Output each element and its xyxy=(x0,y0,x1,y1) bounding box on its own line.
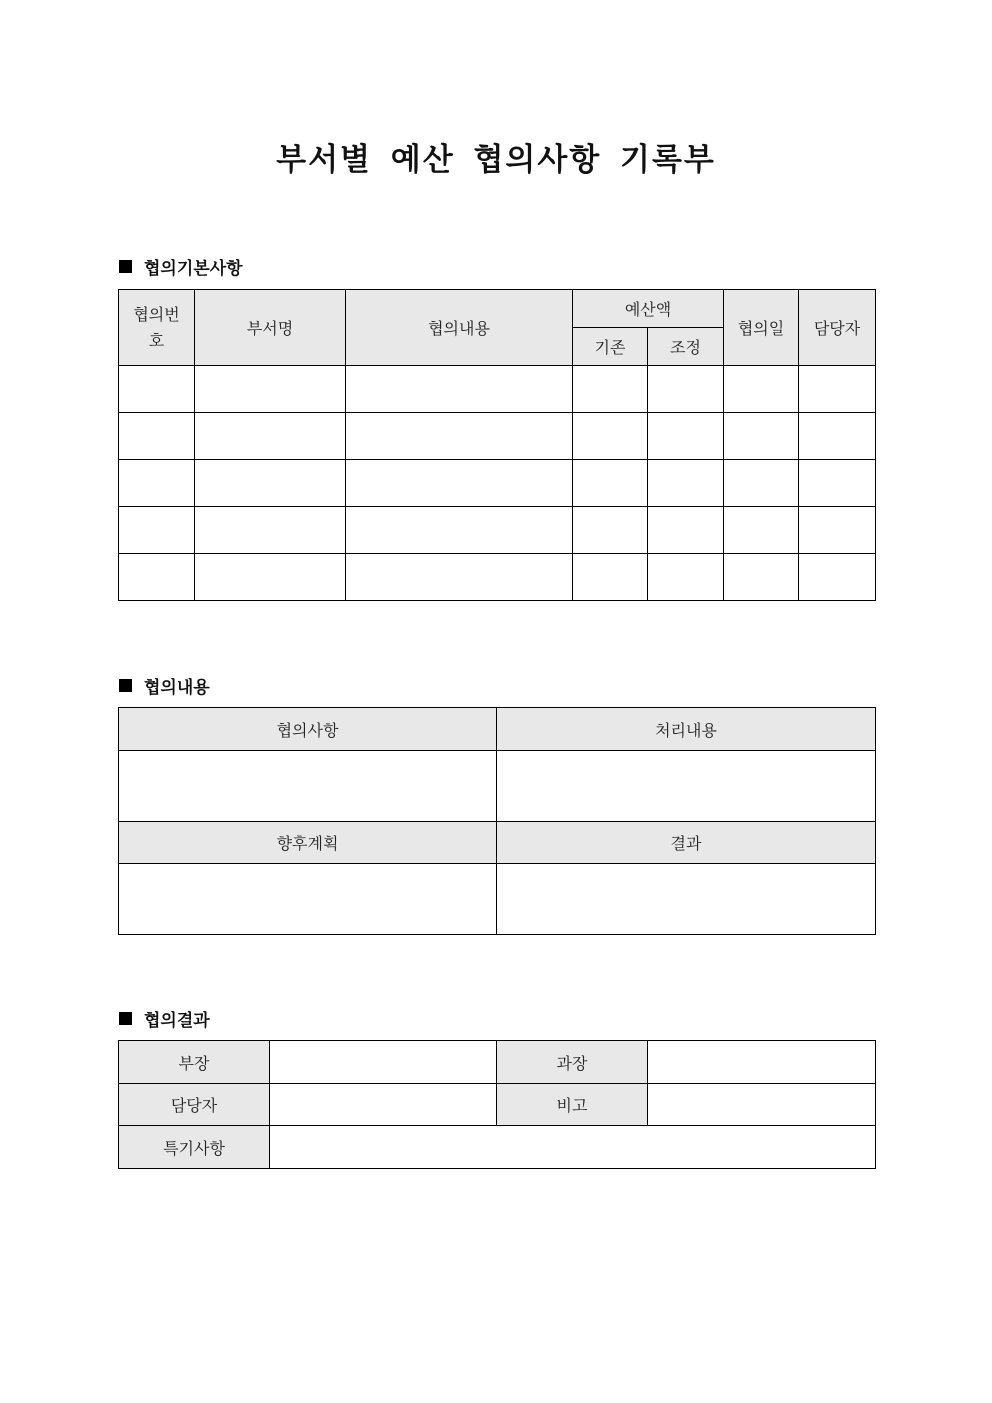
value-matters[interactable] xyxy=(119,751,497,822)
section-heading-label: 협의기본사항 xyxy=(144,259,243,279)
cell-budget-adjusted[interactable] xyxy=(648,554,724,601)
label-manager: 담당자 xyxy=(119,1084,270,1126)
cell-content[interactable] xyxy=(346,507,573,554)
cell-department[interactable] xyxy=(195,413,346,460)
header-budget-existing: 기존 xyxy=(573,328,648,366)
cell-number[interactable] xyxy=(119,366,195,413)
cell-manager[interactable] xyxy=(799,366,876,413)
cell-department[interactable] xyxy=(195,366,346,413)
header-manager: 담당자 xyxy=(799,290,876,366)
cell-content[interactable] xyxy=(346,366,573,413)
cell-date[interactable] xyxy=(724,460,799,507)
label-matters: 협의사항 xyxy=(119,708,497,751)
section-heading-label: 협의결과 xyxy=(144,1011,210,1031)
cell-budget-adjusted[interactable] xyxy=(648,366,724,413)
header-number: 협의번호 xyxy=(119,290,195,366)
label-result: 결과 xyxy=(497,822,876,864)
label-department-head: 부장 xyxy=(119,1041,270,1084)
label-special-notes: 특기사항 xyxy=(119,1126,270,1169)
cell-department[interactable] xyxy=(195,554,346,601)
cell-content[interactable] xyxy=(346,413,573,460)
cell-number[interactable] xyxy=(119,413,195,460)
cell-manager[interactable] xyxy=(799,554,876,601)
value-processing[interactable] xyxy=(497,751,876,822)
cell-budget-adjusted[interactable] xyxy=(648,507,724,554)
cell-budget-adjusted[interactable] xyxy=(648,460,724,507)
table-row xyxy=(119,413,876,460)
cell-budget-existing[interactable] xyxy=(573,460,648,507)
label-processing: 처리내용 xyxy=(497,708,876,751)
value-section-chief[interactable] xyxy=(648,1041,876,1084)
value-manager[interactable] xyxy=(270,1084,497,1126)
cell-number[interactable] xyxy=(119,460,195,507)
cell-number[interactable] xyxy=(119,507,195,554)
cell-budget-existing[interactable] xyxy=(573,554,648,601)
header-department: 부서명 xyxy=(195,290,346,366)
cell-budget-adjusted[interactable] xyxy=(648,413,724,460)
header-date: 협의일 xyxy=(724,290,799,366)
value-special-notes[interactable] xyxy=(270,1126,876,1169)
square-bullet-icon xyxy=(119,260,132,273)
cell-manager[interactable] xyxy=(799,413,876,460)
cell-content[interactable] xyxy=(346,554,573,601)
cell-budget-existing[interactable] xyxy=(573,507,648,554)
cell-date[interactable] xyxy=(724,507,799,554)
value-remarks[interactable] xyxy=(648,1084,876,1126)
basic-info-table xyxy=(118,289,876,601)
value-result[interactable] xyxy=(497,864,876,935)
square-bullet-icon xyxy=(119,1012,132,1025)
header-budget-adjusted: 조정 xyxy=(648,328,724,366)
section-heading-label: 협의내용 xyxy=(144,678,210,698)
label-future-plan: 향후계획 xyxy=(119,822,497,864)
cell-date[interactable] xyxy=(724,413,799,460)
table-row xyxy=(119,554,876,601)
cell-manager[interactable] xyxy=(799,460,876,507)
section-heading-result xyxy=(119,1006,210,1031)
table-row xyxy=(119,366,876,413)
square-bullet-icon xyxy=(119,679,132,692)
result-table xyxy=(118,1040,876,1169)
cell-content[interactable] xyxy=(346,460,573,507)
section-heading-content xyxy=(119,673,210,698)
cell-date[interactable] xyxy=(724,554,799,601)
cell-date[interactable] xyxy=(724,366,799,413)
table-row xyxy=(119,460,876,507)
cell-department[interactable] xyxy=(195,460,346,507)
section-heading-basic xyxy=(119,254,243,279)
value-department-head[interactable] xyxy=(270,1041,497,1084)
cell-number[interactable] xyxy=(119,554,195,601)
label-remarks: 비고 xyxy=(497,1084,648,1126)
header-budget: 예산액 xyxy=(573,290,724,328)
cell-budget-existing[interactable] xyxy=(573,366,648,413)
label-section-chief: 과장 xyxy=(497,1041,648,1084)
cell-department[interactable] xyxy=(195,507,346,554)
cell-manager[interactable] xyxy=(799,507,876,554)
content-table xyxy=(118,707,876,935)
table-row xyxy=(119,507,876,554)
value-future-plan[interactable] xyxy=(119,864,497,935)
cell-budget-existing[interactable] xyxy=(573,413,648,460)
document-title: 부서별 예산 협의사항 기록부 xyxy=(276,142,716,178)
header-content: 협의내용 xyxy=(346,290,573,366)
